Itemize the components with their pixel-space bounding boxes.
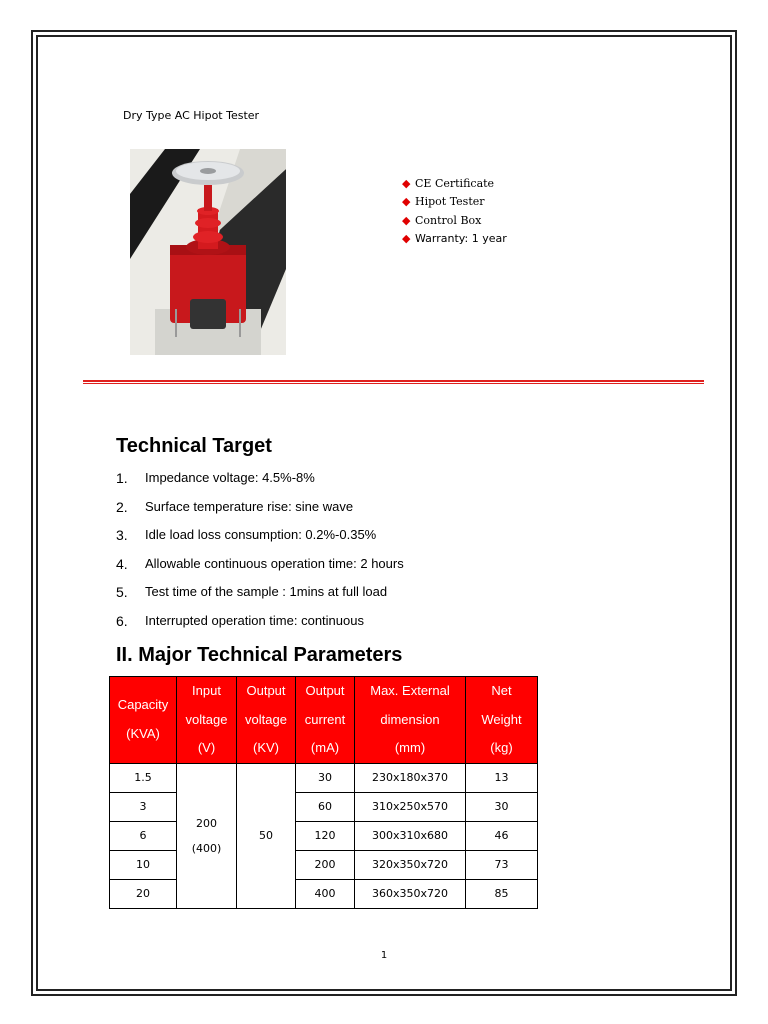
feature-label: Hipot Tester xyxy=(415,195,485,209)
cell-capacity: 1.5 xyxy=(110,763,177,792)
cell-weight: 13 xyxy=(466,763,538,792)
feature-label: Warranty: 1 year xyxy=(415,232,507,246)
red-diamond-icon: ◆ xyxy=(402,213,411,227)
header-line: Net xyxy=(491,683,512,698)
cell-dimension: 230x180x370 xyxy=(355,763,466,792)
red-diamond-icon: ◆ xyxy=(402,195,411,209)
column-header-weight xyxy=(466,677,538,764)
header-line: Capacity xyxy=(117,697,169,713)
product-title: Dry Type AC Hipot Tester xyxy=(123,109,260,122)
cell-weight: 30 xyxy=(466,792,538,821)
column-header-dimension xyxy=(355,677,466,764)
red-diamond-icon: ◆ xyxy=(402,232,411,246)
cell-dimension: 360x350x720 xyxy=(355,879,466,908)
feature-label: Control Box xyxy=(415,213,482,227)
cell-capacity: 20 xyxy=(110,879,177,908)
column-header-output-voltage xyxy=(237,677,296,764)
list-item xyxy=(116,584,404,613)
header-line: voltage xyxy=(185,711,228,727)
feature-label: CE Certificate xyxy=(415,176,495,190)
technical-target-list xyxy=(116,470,404,641)
list-item xyxy=(116,556,404,585)
input-voltage-alt: (400) xyxy=(191,841,222,855)
section-divider xyxy=(83,380,704,382)
table-row xyxy=(110,850,538,879)
list-number: 6. xyxy=(116,612,128,629)
cell-dimension: 310x250x570 xyxy=(355,792,466,821)
header-line: Output xyxy=(246,683,286,698)
page-number: 1 xyxy=(380,950,388,961)
list-number: 3. xyxy=(116,527,128,543)
column-header-output-current xyxy=(296,677,355,764)
product-photo xyxy=(130,149,286,355)
cell-output-current: 60 xyxy=(296,792,355,821)
list-number: 1. xyxy=(116,470,128,486)
feature-item xyxy=(402,193,507,212)
cell-weight: 73 xyxy=(466,850,538,879)
list-text: Test time of the sample : 1mins at full load xyxy=(145,584,388,599)
header-line: dimension xyxy=(380,711,440,727)
cell-capacity: 3 xyxy=(110,792,177,821)
table-header-row xyxy=(110,677,538,764)
table-row xyxy=(110,879,538,908)
feature-item xyxy=(402,174,507,193)
header-line: Max. External xyxy=(370,683,450,698)
list-text: Idle load loss consumption: 0.2%-0.35% xyxy=(145,527,377,542)
table-row xyxy=(110,763,538,792)
table-row xyxy=(110,821,538,850)
cell-output-current: 200 xyxy=(296,850,355,879)
cell-output-voltage: 50 xyxy=(237,763,296,908)
header-line: current xyxy=(304,711,346,727)
cell-input-voltage xyxy=(177,763,237,908)
cell-dimension: 300x310x680 xyxy=(355,821,466,850)
list-text: Allowable continuous operation time: 2 hours xyxy=(145,555,404,571)
list-number: 5. xyxy=(116,584,128,600)
parameters-table xyxy=(109,676,538,909)
header-line: (KV) xyxy=(253,740,279,755)
header-line: (mA) xyxy=(310,740,340,755)
cell-output-current: 400 xyxy=(296,879,355,908)
feature-item xyxy=(402,211,507,230)
header-line: voltage xyxy=(245,711,287,727)
list-text: Impedance voltage: 4.5%-8% xyxy=(145,470,315,485)
header-line: Input xyxy=(192,683,221,698)
parameters-heading: II. Major Technical Parameters xyxy=(116,644,403,666)
header-line: (kg) xyxy=(490,740,513,755)
list-number: 2. xyxy=(116,498,128,515)
column-header-capacity xyxy=(110,677,177,764)
cell-dimension: 320x350x720 xyxy=(355,850,466,879)
cell-weight: 46 xyxy=(466,821,538,850)
header-line: Weight xyxy=(481,711,522,727)
cell-output-current: 30 xyxy=(296,763,355,792)
list-item xyxy=(116,527,404,556)
technical-target-heading: Technical Target xyxy=(116,435,272,457)
red-diamond-icon: ◆ xyxy=(402,176,411,190)
section-divider-thin xyxy=(83,383,704,384)
list-number: 4. xyxy=(116,555,128,572)
feature-item xyxy=(402,230,507,249)
cell-capacity: 10 xyxy=(110,850,177,879)
list-text: Interrupted operation time: continuous xyxy=(145,612,364,628)
header-line: Output xyxy=(305,683,345,698)
column-header-input-voltage xyxy=(177,677,237,764)
header-line: (mm) xyxy=(394,740,426,755)
input-voltage-primary: 200 xyxy=(196,816,217,830)
cell-output-current: 120 xyxy=(296,821,355,850)
list-item xyxy=(116,613,404,642)
list-item xyxy=(116,470,404,499)
header-line: (V) xyxy=(197,740,216,755)
feature-list xyxy=(402,174,507,248)
header-line: (KVA) xyxy=(126,725,160,741)
cell-weight: 85 xyxy=(466,879,538,908)
table-row xyxy=(110,792,538,821)
list-text: Surface temperature rise: sine wave xyxy=(145,498,354,514)
cell-capacity: 6 xyxy=(110,821,177,850)
list-item xyxy=(116,499,404,528)
